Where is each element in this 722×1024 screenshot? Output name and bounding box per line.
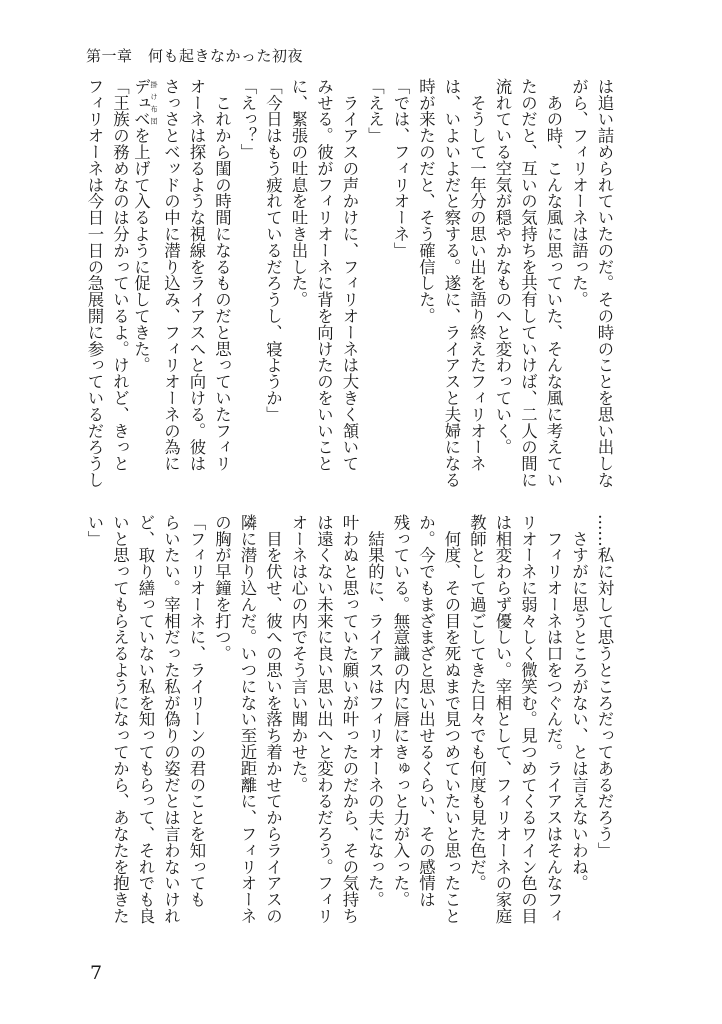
text-line: オーネは心の内でそう言い聞かせた。 [289, 514, 308, 793]
ruby-annotation [131, 78, 158, 128]
text-line: ど、取り繕っていない私を知ってもらって、それでも良 [136, 514, 155, 924]
text-line: たのだと、互いの気持ちを共有していけば、二人の間に [518, 78, 538, 488]
text-line: は追い詰められていたのだ。その時のことを思い出しな [595, 78, 614, 488]
text-line: 隣に潜り込んだ。いつにない至近距離に、フィリオーネ [238, 514, 257, 924]
text-line: は、いよいよだと察する。遂に、ライアスと夫婦になる [442, 78, 461, 488]
text-line: フィリオーネは口をつぐんだ。ライアスはそんなフィ [544, 514, 563, 924]
text-line: ……私に対して思うところだってあるだろう」 [595, 514, 614, 859]
text-line: い」 [85, 514, 104, 547]
text-line: 「王族の務めなのは分かっているよ。けれど、きっと [110, 78, 130, 472]
text-line: さっさとベッドの中に潜り込み、フィリオーネの為に [161, 78, 181, 472]
text-line-rest: を上げて入るように促してきた。 [131, 127, 151, 374]
text-line: 結果的に、ライアスはフィリオーネの夫になった。 [365, 514, 385, 908]
text-line: 流れている空気が穏やかなものへと変わっていく。 [493, 78, 512, 456]
text-line: 何度、その目を死ぬまで見つめていたいと思ったこと [442, 514, 461, 924]
text-line: 「フィリオーネに、ライリーンの君のことを知っても [187, 514, 206, 908]
text-line: は遠くない未来に良い思い出へと変わるだろう。フィリ [314, 514, 334, 924]
text-line: あの時、こんな風に思っていた、そんな風に考えてい [544, 78, 563, 488]
text-line: いと思ってもらえるようになってから、あなたを抱きた [110, 514, 130, 924]
text-line: 「今日はもう疲れているだろうし、寝ようか」 [263, 78, 283, 423]
text-line: フィリオーネは今日一日の急展開に参っているだろうし [85, 78, 104, 488]
text-line: さすがに思うところがない、とは言えないわね。 [569, 514, 589, 892]
chapter-title: 第一章 何も起きなかった初夜 [86, 47, 304, 65]
text-line: か。今でもまざまざと思い出せるくらい、その感情は [416, 514, 436, 908]
text-line: に、緊張の吐息を吐き出した。 [289, 78, 308, 308]
text-line: 「ええ」 [365, 78, 385, 144]
text-line: そうして一年分の思い出を語り終えたフィリオーネ [467, 78, 487, 472]
upper-text-tier [0, 78, 722, 498]
text-line: みせる。彼がフィリオーネに背を向けたのをいいこと [314, 78, 334, 472]
text-line: 時が来たのだと、そう確信した。 [416, 78, 436, 324]
text-line: これから閨の時間になるものだと思っていたフィリ [212, 78, 232, 472]
page-number: 7 [90, 962, 103, 984]
text-line-with-ruby [133, 78, 159, 498]
text-line: 目を伏せ、彼への思いを落ち着かせてからライアスの [263, 514, 283, 924]
text-line: 教師として過ごしてきた日々でも何度も見た色だ。 [467, 514, 487, 892]
text-line: 残っている。無意識の内に唇にきゅっと力が入った。 [391, 514, 410, 908]
ruby-base: デュベ [131, 78, 151, 128]
text-line: は相変わらず優しい。宰相として、フィリオーネの家庭 [493, 514, 512, 924]
text-line: 叶わぬと思っていた願いが叶ったのだから、その気持ち [340, 514, 359, 924]
lower-text-tier [0, 514, 722, 934]
text-line: 「では、フィリオーネ」 [391, 78, 410, 259]
text-line: リオーネに弱々しく微笑む。見つめてくるワイン色の目 [518, 514, 538, 924]
text-line: らいたい。宰相だった私が偽りの姿だとは言わないけれ [161, 514, 181, 924]
ruby-text: 掛け布団 [150, 78, 158, 128]
text-line: がら、フィリオーネは語った。 [569, 78, 589, 308]
text-line: ライアスの声かけに、フィリオーネは大きく頷いて [340, 78, 359, 472]
text-line: オーネは探るような視線をライアスへと向ける。彼は [187, 78, 206, 472]
text-line: 「えっ？」 [238, 78, 257, 160]
text-line: の胸が早鐘を打つ。 [212, 514, 232, 662]
